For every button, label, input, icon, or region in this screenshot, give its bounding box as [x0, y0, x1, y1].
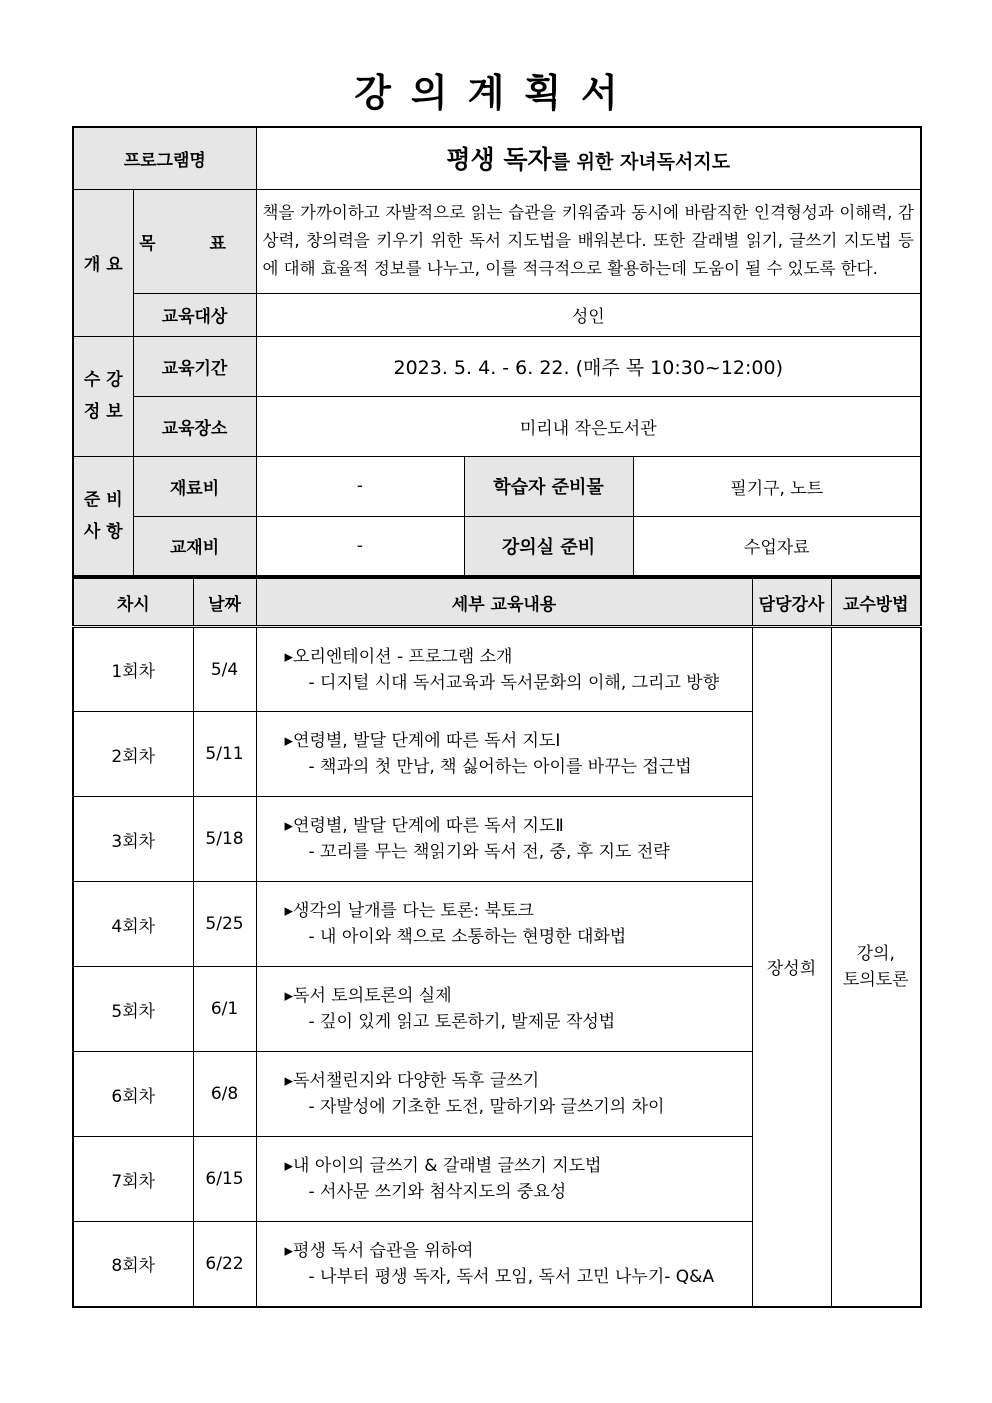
header-content: 세부 교육내용	[256, 578, 752, 627]
header-method: 교수방법	[831, 578, 921, 627]
content-cell	[256, 712, 752, 797]
header-session: 차시	[73, 578, 193, 627]
target-value: 성인	[256, 293, 921, 336]
material-fee-value: -	[256, 456, 464, 516]
content-sub: - 자발성에 기초한 도전, 말하기와 글쓰기의 차이	[308, 1097, 665, 1117]
content-main: ▸평생 독서 습관을 위하여	[284, 1240, 474, 1261]
content-sub: - 꼬리를 무는 책읽기와 독서 전, 중, 후 지도 전략	[308, 842, 670, 862]
place-label: 교육장소	[133, 396, 256, 456]
target-label: 교육대상	[133, 293, 256, 336]
method-line1: 강의,	[856, 943, 895, 964]
session-cell: 3회차	[73, 797, 193, 882]
method-cell	[831, 627, 921, 1307]
overview-label: 개 요	[73, 189, 133, 336]
content-cell	[256, 1137, 752, 1222]
room-prep-value: 수업자료	[633, 516, 921, 576]
textbook-fee-label: 교재비	[133, 516, 256, 576]
enroll-label	[73, 336, 133, 456]
program-label: 프로그램명	[73, 127, 256, 189]
content-main: ▸독서 토의토론의 실제	[284, 986, 452, 1006]
content-sub: - 책과의 첫 만남, 책 싫어하는 아이를 바꾸는 접근법	[308, 757, 692, 777]
enroll-label-line2: 정 보	[83, 402, 123, 422]
program-title-rest: 를 위한 자녀독서지도	[551, 151, 731, 174]
method-line2: 토의토론	[842, 969, 909, 990]
info-table	[72, 126, 922, 577]
goal-text: 책을 가까이하고 자발적으로 읽는 습관을 키워줌과 동시에 바람직한 인격형성과 이해력, 감상력, 창의력을 키우기 위한 독서 지도법을 배워본다. 또한 갈래별 읽기, 글쓰기 지도법 등에 대해 효율적 정보를 나누고, 이를 적극적으로 활용하는데 도움이 될 수 있도록 한다.	[256, 189, 921, 293]
date-cell: 6/1	[193, 967, 256, 1052]
session-cell: 8회차	[73, 1222, 193, 1307]
header-date: 날짜	[193, 578, 256, 627]
content-sub: - 디지털 시대 독서교육과 독서문화의 이해, 그리고 방향	[308, 672, 720, 693]
content-sub: - 나부터 평생 독자, 독서 모임, 독서 고민 나누기- Q&A	[308, 1266, 715, 1287]
content-main: ▸내 아이의 글쓰기 & 갈래별 글쓰기 지도법	[284, 1156, 602, 1176]
session-cell: 2회차	[73, 712, 193, 797]
textbook-fee-value: -	[256, 516, 464, 576]
period-value: 2023. 5. 4. - 6. 22. (매주 목 10:30~12:00)	[256, 336, 921, 396]
material-fee-label: 재료비	[133, 456, 256, 516]
program-title	[256, 127, 921, 189]
program-title-big: 평생 독자	[446, 145, 552, 175]
content-main: ▸생각의 날개를 다는 토론: 북토크	[284, 901, 534, 921]
content-main: ▸연령별, 발달 단계에 따른 독서 지도Ⅱ	[284, 816, 564, 836]
content-cell	[256, 627, 752, 712]
learner-prep-label: 학습자 준비물	[464, 456, 633, 516]
date-cell: 5/4	[193, 627, 256, 712]
goal-label: 목 표	[133, 189, 256, 293]
session-cell: 4회차	[73, 882, 193, 967]
session-cell: 6회차	[73, 1052, 193, 1137]
date-cell: 6/8	[193, 1052, 256, 1137]
period-label: 교육기간	[133, 336, 256, 396]
document-title: 강의계획서	[354, 71, 638, 115]
instructor-cell: 장성희	[752, 627, 831, 1307]
date-cell: 5/11	[193, 712, 256, 797]
content-sub: - 서사문 쓰기와 첨삭지도의 중요성	[308, 1182, 567, 1202]
date-cell: 6/15	[193, 1137, 256, 1222]
content-cell	[256, 797, 752, 882]
prep-label-line1: 준 비	[83, 489, 123, 510]
content-cell	[256, 1052, 752, 1137]
content-cell	[256, 967, 752, 1052]
content-sub: - 깊이 있게 읽고 토론하기, 발제문 작성법	[308, 1012, 616, 1032]
content-main: ▸연령별, 발달 단계에 따른 독서 지도Ⅰ	[284, 731, 561, 751]
header-instructor: 담당강사	[752, 578, 831, 627]
room-prep-label: 강의실 준비	[464, 516, 633, 576]
place-value: 미리내 작은도서관	[256, 396, 921, 456]
prep-label	[73, 456, 133, 576]
content-cell	[256, 1222, 752, 1307]
table-row	[73, 627, 921, 712]
content-main: ▸오리엔테이션 - 프로그램 소개	[284, 646, 513, 667]
schedule-header-row	[73, 578, 921, 627]
content-sub: - 내 아이와 책으로 소통하는 현명한 대화법	[308, 927, 627, 947]
date-cell: 5/25	[193, 882, 256, 967]
schedule-table	[72, 577, 922, 1308]
content-cell	[256, 882, 752, 967]
content-main: ▸독서챌린지와 다양한 독후 글쓰기	[284, 1071, 540, 1091]
session-cell: 1회차	[73, 627, 193, 712]
date-cell: 6/22	[193, 1222, 256, 1307]
enroll-label-line1: 수 강	[83, 370, 123, 390]
learner-prep-value: 필기구, 노트	[633, 456, 921, 516]
date-cell: 5/18	[193, 797, 256, 882]
session-cell: 5회차	[73, 967, 193, 1052]
prep-label-line2: 사 항	[83, 521, 123, 542]
session-cell: 7회차	[73, 1137, 193, 1222]
